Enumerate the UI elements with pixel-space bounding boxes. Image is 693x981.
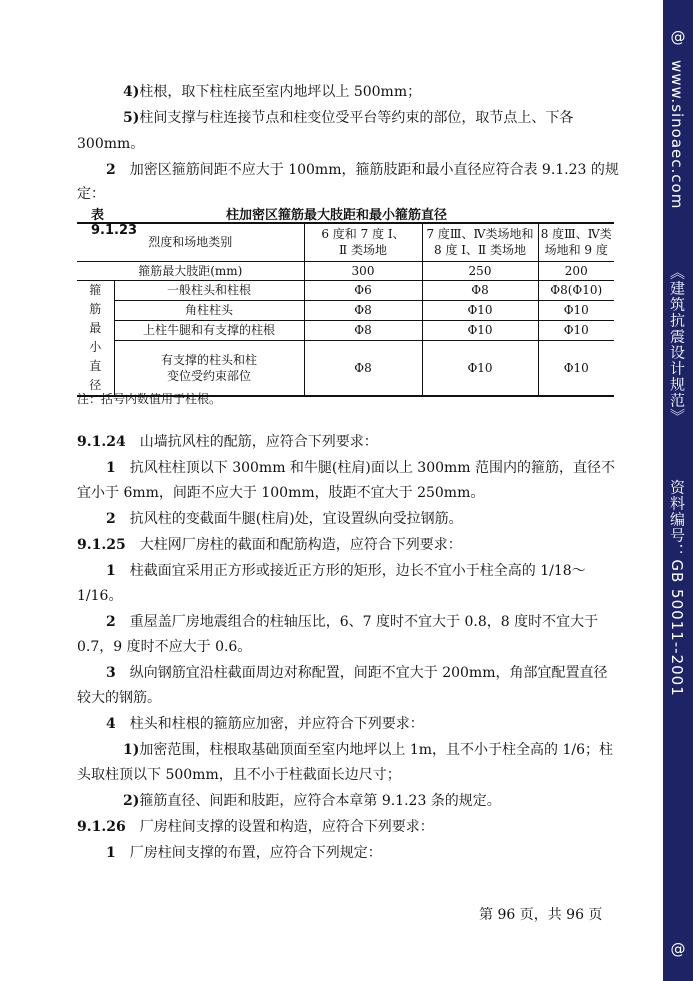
item-25-4-1-continuation: 头取柱顶以下 500mm，且不小于柱截面长边尺寸； xyxy=(77,767,401,783)
row-label: 上柱牛腿和有支撑的柱根 xyxy=(114,320,304,340)
clause-25-4: 4 柱头和柱根的箍筋应加密，并应符合下列要求： xyxy=(106,716,424,732)
clause-25-3-continuation: 较大的钢筋。 xyxy=(77,690,161,706)
table-cell: Φ10 xyxy=(422,300,538,320)
table-cell: 300 xyxy=(304,261,422,280)
table-cell: Φ10 xyxy=(422,340,538,395)
section-9-1-26: 9.1.26 厂房柱间支撑的设置和构造，应符合下列要求： xyxy=(77,819,434,835)
table-row xyxy=(77,320,614,340)
clause-25-3: 3 纵向钢筋宜沿柱截面周边对称配置，间距不宜大于 200mm，角部宜配置直径 xyxy=(106,665,608,681)
table-cell: Φ10 xyxy=(538,300,614,320)
item-4-column-root: 4)柱根，取下柱柱底至室内地坪以上 500mm； xyxy=(123,84,422,100)
at-symbol-bottom: @ xyxy=(670,940,686,958)
clause-2-stirrup-spacing: 2 加密区箍筋间距不应大于 100mm，箍筋肢距和最小直径应符合表 9.1.23 的规 xyxy=(106,162,619,178)
row-label: 一般柱头和柱根 xyxy=(114,280,304,300)
table-cell: 200 xyxy=(538,261,614,280)
item-5-continuation: 300mm。 xyxy=(77,136,145,152)
clause-25-1: 1 柱截面宜采用正方形或接近正方形的矩形，边长不宜小于柱全高的 1/18～ xyxy=(106,563,586,579)
table-cell: Φ8 xyxy=(304,300,422,320)
table-cell: 250 xyxy=(422,261,538,280)
clause-25-2-continuation: 0.7，9 度时不应大于 0.6。 xyxy=(77,639,252,655)
row-label: 角柱柱头 xyxy=(114,300,304,320)
clause-24-2: 2 抗风柱的变截面牛腿(柱肩)处，宜设置纵向受拉钢筋。 xyxy=(106,511,463,527)
clause-25-1-continuation: 1/16。 xyxy=(77,588,123,604)
stirrup-table xyxy=(77,222,614,397)
table-row xyxy=(77,261,614,280)
table-cell: Φ10 xyxy=(422,320,538,340)
item-25-4-1: 1)加密范围，柱根取基础顶面至室内地坪以上 1m，且不小于柱全高的 1/6；柱 xyxy=(123,742,613,758)
table-cell: Φ8 xyxy=(304,320,422,340)
vertical-label-min-diameter: 箍 筋 最 小 直 径 xyxy=(77,280,114,396)
table-cell: Φ10 xyxy=(538,320,614,340)
table-cell: Φ8 xyxy=(422,280,538,300)
sidebar-doc-code: 资料编号：GB 50011--2001 xyxy=(668,479,686,697)
table-cell: Φ8(Φ10) xyxy=(538,280,614,300)
table-header-row xyxy=(77,223,614,261)
section-9-1-24: 9.1.24 山墙抗风柱的配筋，应符合下列要求： xyxy=(77,434,378,450)
item-25-4-2: 2)箍筋直径、间距和肢距，应符合本章第 9.1.23 条的规定。 xyxy=(123,793,501,809)
row-label: 有支撑的柱头和柱 变位受约束部位 xyxy=(114,340,304,395)
clause-26-1: 1 厂房柱间支撑的布置，应符合下列规定： xyxy=(106,845,382,861)
clause-24-1: 1 抗风柱柱顶以下 300mm 和牛腿(柱肩)面以上 300mm 范围内的箍筋，直径不 xyxy=(106,460,616,476)
table-note: 注：括号内数值用于柱根。 xyxy=(77,392,222,406)
table-row xyxy=(77,280,614,300)
item-5-bracing-joint: 5)柱间支撑与柱连接节点和柱变位受平台等约束的部位，取节点上、下各 xyxy=(123,110,574,126)
table-row xyxy=(77,300,614,320)
brand-sidebar xyxy=(663,0,693,981)
at-symbol-top: @ xyxy=(670,28,686,46)
clause-24-1-continuation: 宜小于 6mm，间距不应大于 100mm，肢距不宜大于 250mm。 xyxy=(77,485,485,501)
page-number: 第 96 页，共 96 页 xyxy=(479,907,603,923)
sidebar-url: www.sinoaec.com xyxy=(668,60,686,210)
header-col-1: 6 度和 7 度 Ⅰ、 Ⅱ 类场地 xyxy=(304,223,422,261)
table-title: 柱加密区箍筋最大肢距和最小箍筋直径 xyxy=(226,208,448,223)
section-9-1-25: 9.1.25 大柱网厂房柱的截面和配筋构造，应符合下列要求： xyxy=(77,537,462,553)
sidebar-book-title: 《建筑抗震设计规范》 xyxy=(668,264,686,425)
sidebar-vertical-text xyxy=(667,60,688,697)
header-intensity-site: 烈度和场地类别 xyxy=(77,223,304,261)
table-row xyxy=(77,340,614,395)
table-cell: Φ8 xyxy=(304,340,422,395)
table-cell: Φ6 xyxy=(304,280,422,300)
clause-2-continuation: 定： xyxy=(77,186,105,202)
table-cell: Φ10 xyxy=(538,340,614,395)
clause-25-2: 2 重屋盖厂房地震组合的柱轴压比，6、7 度时不宜大于 0.8，8 度时不宜大于 xyxy=(106,614,599,630)
header-col-3: 8 度Ⅲ、Ⅳ类 场地和 9 度 xyxy=(538,223,614,261)
table-number: 表 9.1.23 xyxy=(91,208,138,238)
row-label: 箍筋最大肢距(mm) xyxy=(77,261,304,280)
header-col-2: 7 度Ⅲ、Ⅳ类场地和 8 度 Ⅰ、Ⅱ 类场地 xyxy=(422,223,538,261)
